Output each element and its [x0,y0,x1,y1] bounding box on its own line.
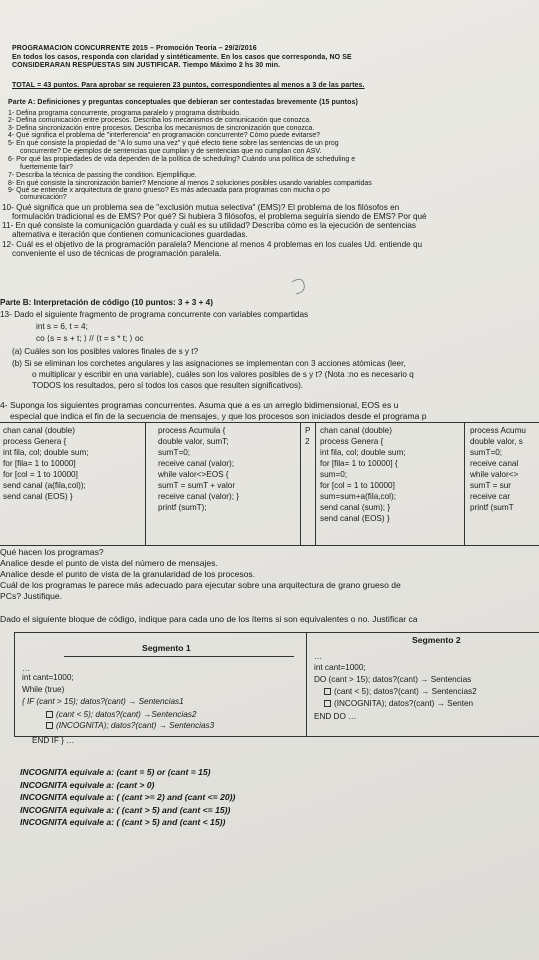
incognita-option: INCOGNITA equivale a: ( (cant >= 2) and (cant <= 20)) [20,792,236,802]
code-line: while valor<>EOS { [158,470,229,479]
question-15-intro: Dado el siguiente bloque de código, indique para cada uno de los ítems si son equivalentes o no. Justificar ca [0,614,418,624]
segment-code-line: int cant=1000; [314,663,366,672]
code-line: double valor, sumT; [158,437,229,446]
checkbox-icon [324,700,331,707]
part-a-question: 2- Defina comunicación entre procesos. Describa los mecanismos de comunicación que conozca. [8,117,312,124]
segment-code-line: END DO … [314,712,357,721]
code-line: send canal (EOS) } [320,514,390,523]
segment-code-line: (INCOGNITA); datos?(cant) → Sentencias3 [46,721,214,730]
code-line-1: int s = 6, t = 4; [36,322,88,331]
part-a-question: comunicación? [20,194,67,201]
code-line: chan canal (double) [3,426,75,435]
segment-code-line: (cant < 5); datos?(cant) → Sentencias2 [324,687,477,696]
part-a-question: conveniente el uso de técnicas de programación paralela. [12,249,222,258]
code-line: send canal (sum); } [320,503,391,512]
segment-code-line: … [22,664,31,673]
incognita-option: INCOGNITA equivale a: ( (cant > 5) and (cant < 15)) [20,817,226,827]
code-line: chan canal (double) [320,426,392,435]
part-a-question: concurrente? De ejemplos de sentencias que cumplan y de sentencias que no cumplan con ASV. [20,148,322,155]
question-14-line-2: especial que indica el fin de la secuencia de mensajes, y que los procesos son iniciados desde el programa p [10,411,427,421]
incognita-option: INCOGNITA equivale a: ( (cant > 5) and (cant <= 15)) [20,805,231,815]
part-a-question: 4- Qué significa el problema de "interferencia" en programación concurrente? Cómo puede evitarse? [8,132,320,139]
code-line: for [col = 1 to 10000] [3,470,78,479]
part-a-question: alternativa e iteración que contienen comunicaciones guardadas. [12,230,248,239]
code-line: for [fila= 1 to 10000] [3,459,76,468]
code-line: printf (sumT); [158,503,207,512]
code-line: sum=sum+a(fila,col); [320,492,396,501]
code-line: double valor, s [470,437,523,446]
checkbox-icon [324,688,331,695]
part-b-title: Parte B: Interpretación de código (10 puntos: 3 + 3 + 4) [0,298,213,307]
total-points: TOTAL = 43 puntos. Para aprobar se requieren 23 puntos, correspondientes al menos a 3 de las partes. [12,82,365,89]
question-13b-line-3: TODOS los resultados, pero sí todos los casos que resulten significativos). [32,381,304,390]
instructions-line-1: En todos los casos, responda con claridad y sintéticamente. En los casos que corresponda, NO SE [12,54,352,61]
part-a-question: 12- Cuál es el objetivo de la programación paralela? Mencione al menos 4 problemas en los cuales Ud. entiende qu [2,240,423,249]
code-line: send canal (EOS) } [3,492,73,501]
code-line: process Genera { [320,437,384,446]
subquestion: Analice desde el punto de vista del número de mensajes. [0,558,218,568]
segment-code-line: While (true) [22,685,65,694]
question-14-line-1: 4- Suponga los siguientes programas concurrentes. Asuma que a es un arreglo bidimensional, EOS es u [0,400,399,410]
segment-1-title-underline [64,656,294,657]
part-a-question: 6- Por qué las propiedades de vida dependen de la política de scheduling? Cuándo una política de scheduling e [8,156,356,163]
checkbox-icon [46,722,53,729]
part-a-question: 3- Defina sincronización entre procesos. Describa los mecanismos de sincronización que conozca. [8,125,315,132]
code-line: sumT=0; [158,448,191,457]
question-13: 13- Dado el siguiente fragmento de programa concurrente con variables compartidas [0,310,309,319]
incognita-option: INCOGNITA equivale a: (cant = 5) or (cant = 15) [20,767,211,777]
segment-2-title: Segmento 2 [412,635,461,645]
segment-code-line: DO (cant > 15); datos?(cant) → Sentencias [314,675,472,684]
subquestion: Cuál de los programas le parece más adecuado para ejecutar sobre una arquitectura de grano grueso de [0,580,401,590]
table-divider-1 [145,422,146,545]
code-line: sumT=0; [470,448,503,457]
program-2-label-p: P [305,426,311,435]
code-line: sumT = sumT + valor [158,481,236,490]
subquestion: Qué hacen los programas? [0,547,104,557]
code-line: sumT = sur [470,481,512,490]
segment-code-line: END IF } … [32,736,75,745]
pencil-question-mark [108,225,124,235]
segment-code-line: int cant=1000; [22,673,74,682]
table-divider-2 [300,422,301,545]
part-a-question: 5- En qué consiste la propiedad de "A lo sumo una vez" y qué efecto tiene sobre las sentencias de un prog [8,140,339,147]
segment-code-line: (cant < 5); datos?(cant) →Sentencias2 [46,710,196,719]
subquestion: PCs? Justifique. [0,591,63,601]
program-2-label-num: 2 [305,437,310,446]
code-line: sum=0; [320,470,348,479]
code-line: process Acumu [470,426,526,435]
exam-title: PROGRAMACION CONCURRENTE 2015 – Promoción Teoría – 29/2/2016 [12,45,257,52]
subquestion: Analice desde el punto de vista de la granularidad de los procesos. [0,569,256,579]
instructions-line-2: CONSIDERARAN RESPUESTAS SIN JUSTIFICAR. Tiempo Máximo 2 hs 30 min. [12,62,281,69]
segment-1-title: Segmento 1 [142,643,191,653]
part-a-question: 11- En qué consiste la comunicación guardada y cuál es su utilidad? Describa cómo es la ejecución de sentencias [2,221,417,230]
part-a-question: fuertemente fair? [20,164,73,171]
code-line: for [col = 1 to 10000] [320,481,395,490]
question-13b-line-2: o multiplicar y escribir en una variable), cuáles son los valores posibles de s y t? (Nota :no es necesario q [32,370,414,379]
segments-divider [306,632,307,736]
table-bottom-border [0,545,539,546]
part-a-title: Parte A: Definiciones y preguntas conceptuales que debieran ser contestadas brevemente (15 puntos) [8,99,358,106]
code-line: send canal (a(fila,col)); [3,481,86,490]
code-line: while valor<> [470,470,519,479]
table-divider-4 [464,422,465,545]
part-a-question: 8- En qué consiste la sincronización barrier? Mencione al menos 2 soluciones posibles usando variables compartidas [8,180,372,187]
table-divider-3 [315,422,316,545]
part-a-question: 7- Describa la técnica de passing the condition. Ejemplifique. [8,172,197,179]
code-line-2: co ⟨s = s + t; ⟩ // ⟨t = s * t; ⟩ oc [36,334,144,343]
part-a-question: 9- Qué se entiende x arquitectura de grano grueso? Es más adecuada para programas con mucha o po [8,187,330,194]
segment-code-line: { IF (cant > 15); datos?(cant) → Sentencias1 [22,697,184,706]
question-13b-line-1: (b) Si se eliminan los corchetes angulares y las asignaciones se implementan con 3 acciones atómicas (leer, [12,359,406,368]
part-a-question: 1- Defina programa concurrente, programa paralelo y programa distribuido. [8,110,242,117]
code-line: int fila, col; double sum; [320,448,406,457]
segment-code-line: … [314,652,323,661]
code-line: receive car [470,492,511,501]
code-line: receive canal (valor); [158,459,234,468]
code-line: for [fila= 1 to 10000] { [320,459,398,468]
table-top-border [0,422,539,423]
code-line: process Acumula { [158,426,226,435]
code-line: printf (sumT [470,503,514,512]
checkbox-icon [46,711,53,718]
code-line: receive canal [470,459,519,468]
question-13a: (a) Cuáles son los posibles valores finales de s y t? [12,347,199,356]
part-a-question: 10- Qué significa que un problema sea de "exclusión mutua selectiva" (EMS)? El problema de los filósofos en [2,203,400,212]
code-line: process Genera { [3,437,67,446]
code-line: receive canal (valor); } [158,492,239,501]
incognita-option: INCOGNITA equivale a: (cant > 0) [20,780,155,790]
part-a-question: formulación tradicional es de EMS? Por qué? Si hubiera 3 filósofos, el problema seguiría siendo de EMS? Por qué [12,212,427,221]
segment-code-line: (INCOGNITA); datos?(cant) → Senten [324,699,473,708]
pencil-mark [288,276,312,298]
code-line: int fila, col; double sum; [3,448,89,457]
